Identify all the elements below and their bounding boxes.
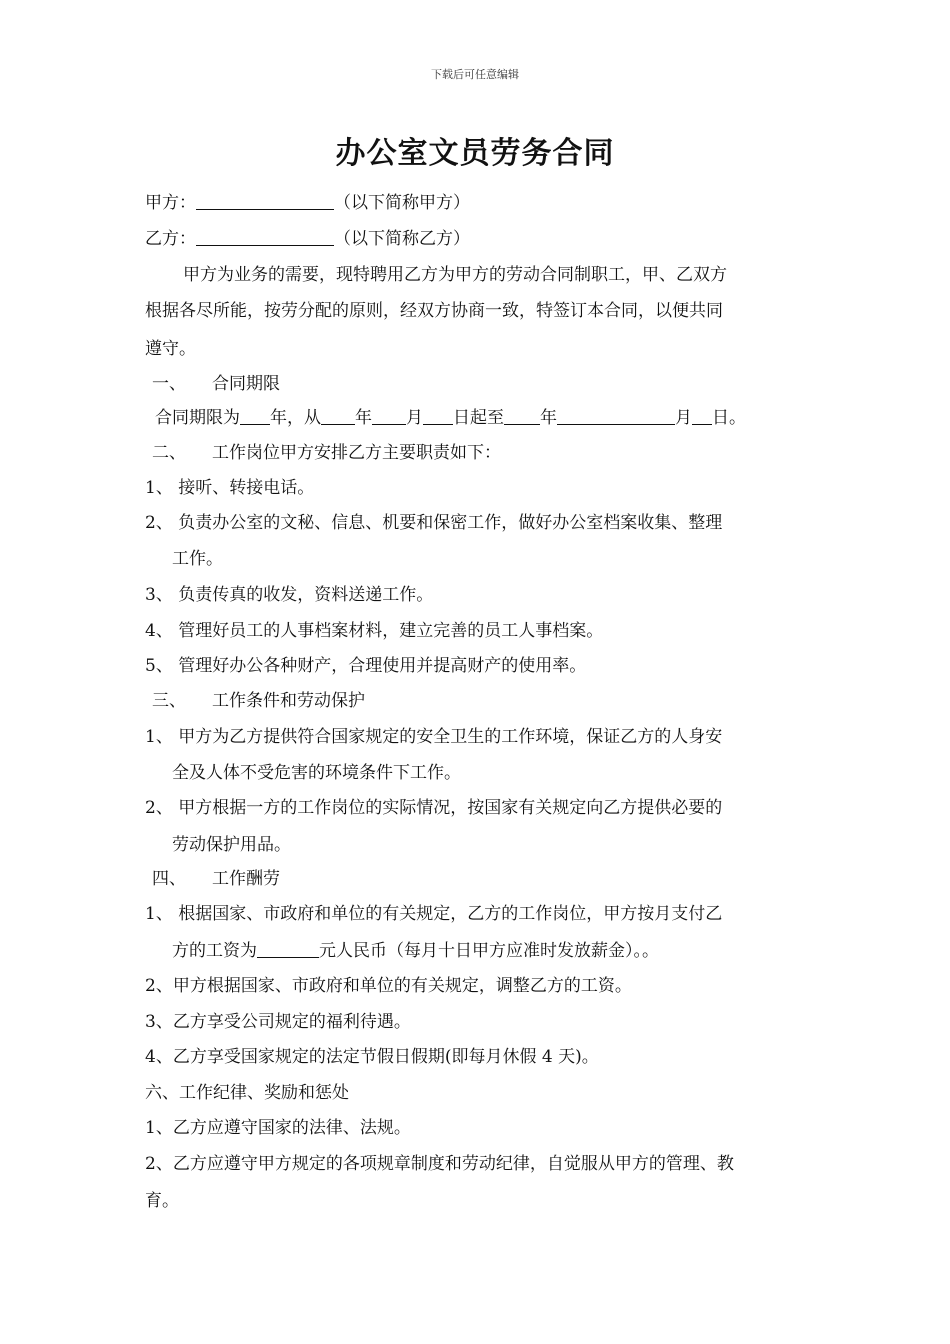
section-2-heading (152, 443, 501, 463)
end-year-blank[interactable] (504, 408, 540, 425)
pay-item-2: 2、甲方根据国家、市政府和单位的有关规定，调整乙方的工资。 (145, 976, 632, 996)
section-6-heading: 六、工作纪律、奖励和惩处 (145, 1083, 349, 1103)
party-b-label: 乙方： (145, 229, 196, 249)
salary-amount-blank[interactable] (257, 941, 319, 958)
discipline-item-2-cont: 育。 (145, 1191, 179, 1211)
party-a-blank[interactable] (196, 193, 334, 210)
section-3-heading (152, 691, 365, 711)
period-day-label-2: 日。 (712, 408, 746, 428)
section-1-number: 一、 (152, 374, 186, 394)
salary-suffix: 元人民币（每月十日甲方应准时发放薪金）。。 (319, 941, 659, 961)
start-year-blank[interactable] (321, 408, 355, 425)
pay-item-3: 3、乙方享受公司规定的福利待遇。 (145, 1012, 411, 1032)
period-year-label-2: 年 (355, 408, 372, 428)
party-a-suffix: （以下简称甲方） (334, 193, 470, 213)
end-day-blank[interactable] (692, 408, 712, 425)
pay-item-1-cont (172, 941, 659, 961)
section-2-title: 工作岗位甲方安排乙方主要职责如下： (212, 443, 501, 463)
document-title: 办公室文员劳务合同 (335, 136, 615, 171)
condition-item-2-cont: 劳动保护用品。 (172, 835, 291, 855)
duty-item-1: 1、 接听、转接电话。 (145, 478, 315, 498)
duty-item-4: 4、 管理好员工的人事档案材料，建立完善的员工人事档案。 (145, 621, 604, 641)
party-a-label: 甲方： (145, 193, 196, 213)
end-month-blank[interactable] (557, 408, 675, 425)
condition-item-2: 2、 甲方根据一方的工作岗位的实际情况，按国家有关规定向乙方提供必要的 (145, 798, 723, 818)
intro-line-3: 遵守。 (145, 339, 196, 359)
duty-item-5: 5、 管理好办公各种财产，合理使用并提高财产的使用率。 (145, 656, 587, 676)
section-2-number: 二、 (152, 443, 186, 463)
start-day-blank[interactable] (423, 408, 453, 425)
start-month-blank[interactable] (372, 408, 406, 425)
section-3-number: 三、 (152, 691, 186, 711)
party-b-blank[interactable] (196, 229, 334, 246)
condition-item-1-cont: 全及人体不受危害的环境条件下工作。 (172, 763, 461, 783)
discipline-item-1: 1、乙方应遵守国家的法律、法规。 (145, 1118, 411, 1138)
period-prefix: 合同期限为 (155, 408, 240, 428)
contract-period-line (155, 408, 746, 428)
header-note: 下载后可任意编辑 (431, 68, 519, 81)
period-month-label-1: 月 (406, 408, 423, 428)
pay-item-1: 1、 根据国家、市政府和单位的有关规定，乙方的工作岗位，甲方按月支付乙 (145, 904, 723, 924)
period-years-blank[interactable] (240, 408, 270, 425)
condition-item-1: 1、 甲方为乙方提供符合国家规定的安全卫生的工作环境，保证乙方的人身安 (145, 727, 723, 747)
period-month-label-2: 月 (675, 408, 692, 428)
intro-line-1: 甲方为业务的需要，现特聘用乙方为甲方的劳动合同制职工，甲、乙双方 (183, 265, 727, 285)
discipline-item-2: 2、乙方应遵守甲方规定的各项规章制度和劳动纪律，自觉服从甲方的管理、教 (145, 1154, 734, 1174)
party-b-line (145, 229, 470, 249)
pay-item-4: 4、乙方享受国家规定的法定节假日假期(即每月休假 4 天)。 (145, 1047, 599, 1067)
section-1-heading (152, 374, 280, 394)
section-1-title: 合同期限 (212, 374, 280, 394)
duty-item-3: 3、 负责传真的收发，资料送递工作。 (145, 585, 434, 605)
section-4-number: 四、 (152, 869, 186, 889)
salary-prefix: 方的工资为 (172, 941, 257, 961)
section-3-title: 工作条件和劳动保护 (212, 691, 365, 711)
section-4-heading (152, 869, 280, 889)
party-b-suffix: （以下简称乙方） (334, 229, 470, 249)
party-a-line (145, 193, 470, 213)
duty-item-2-cont: 工作。 (172, 549, 223, 569)
period-year-label-1: 年，从 (270, 408, 321, 428)
period-year-label-3: 年 (540, 408, 557, 428)
period-day-label-1: 日起至 (453, 408, 504, 428)
intro-line-2: 根据各尽所能，按劳分配的原则，经双方协商一致，特签订本合同，以便共同 (145, 301, 723, 321)
duty-item-2: 2、 负责办公室的文秘、信息、机要和保密工作，做好办公室档案收集、整理 (145, 513, 723, 533)
section-4-title: 工作酬劳 (212, 869, 280, 889)
